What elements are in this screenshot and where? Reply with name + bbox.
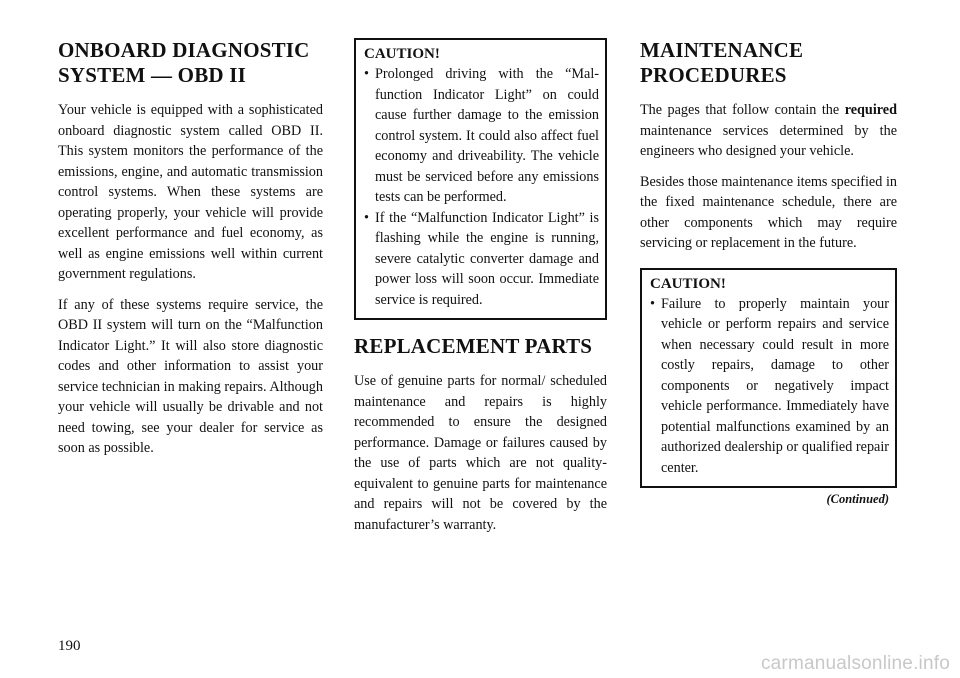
caution-list — [650, 294, 889, 479]
maintenance-para1-before: The pages that follow contain the — [640, 102, 845, 118]
left-column — [58, 30, 323, 469]
maintenance-paragraph-2: Besides those maintenance items specified in the fixed maintenance schedule, there are other components which may require servicing or replacement in the future. — [640, 173, 897, 251]
caution-item: • Failure to properly maintain your vehicle or perform repairs and service when necessary could result in more costly repairs, damage to other components or negatively impact vehicle performance. Immediately have potential malfunctions examined by an authorized dealership or qualified repair center. — [650, 294, 889, 479]
caution-title: CAUTION! — [650, 275, 726, 292]
page-number: 190 — [58, 638, 81, 654]
maintenance-para1-after: maintenance services determined by the engineers who designed your vehicle. — [640, 122, 897, 159]
maintenance-paragraph-1 — [640, 100, 897, 162]
caution-item: • Prolonged driving with the “Malfunction Indicator Light” on could cause further damage to the emission control system. It could also affect fuel economy and driveability. The vehicle must be serviced before any emissions tests can be performed. — [364, 64, 599, 208]
maintenance-heading-line1: MAINTENANCE — [640, 38, 804, 62]
caution-list — [364, 64, 599, 310]
replacement-parts-paragraph: Use of genuine parts for normal/ scheduled maintenance and repairs is highly recommended to ensure the designed performance. Damage or failures caused by the use of parts which are not quality-equivalent to genuine parts for maintenance and repairs will not be covered by the manufacturer’s warranty. — [354, 373, 607, 533]
watermark: carmanualsonline.info — [760, 653, 950, 674]
obd-paragraph-2: If any of these systems require service, the OBD II system will turn on the “Malfunction Indicator Light.” It will also store diagnostic codes and other information to assist your service technician in making repairs. Although your vehicle will usually be drivable and not need towing, see your dealer for service as soon as possible. — [58, 296, 323, 456]
obd-heading-line2: SYSTEM — OBD II — [58, 63, 246, 87]
replacement-parts-heading-text: REPLACEMENT PARTS — [354, 334, 593, 358]
maintenance-heading — [640, 38, 897, 88]
right-column — [640, 30, 897, 507]
caution-item: • If the “Malfunction Indicator Light” is flashing while the engine is running, severe catalytic converter damage and power loss will soon occur. Immediate service is required. — [364, 208, 599, 311]
caution-box-emissions — [354, 38, 607, 320]
caution-box-maintenance — [640, 268, 897, 489]
obd-heading-line1: ONBOARD DIAGNOSTIC — [58, 38, 310, 62]
maintenance-para1-bold: required — [844, 102, 897, 118]
obd-heading — [58, 38, 323, 88]
obd-paragraph-1: Your vehicle is equipped with a sophisticated onboard diagnostic system called OBD II. This system monitors the performance of the emissions, engine, and automatic transmission control systems. When these systems are operating properly, your vehicle will provide excellent performance and fuel economy, as well as engine emissions well within current government regulations. — [58, 102, 323, 282]
replacement-parts-heading — [354, 334, 607, 359]
maintenance-heading-line2: PROCEDURES — [640, 63, 787, 87]
caution-title: CAUTION! — [364, 46, 440, 62]
middle-column — [354, 38, 607, 545]
continued-label: (Continued) — [826, 492, 889, 506]
